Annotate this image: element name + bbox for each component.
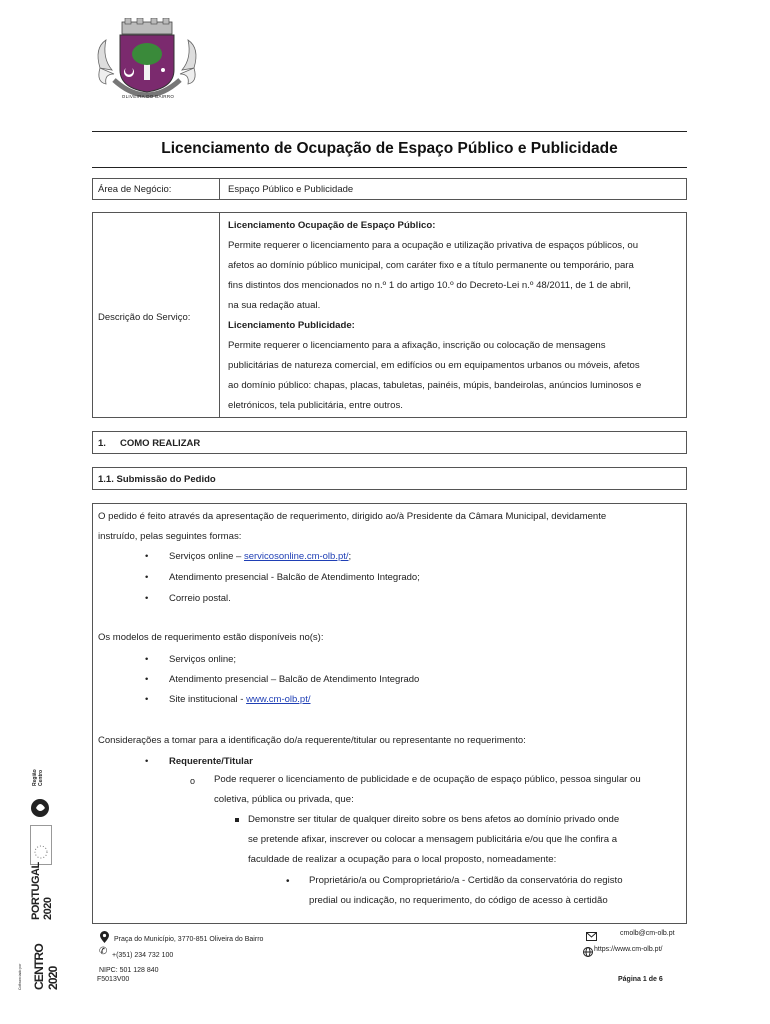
square-bullet-icon [235,818,239,822]
footer-rule [92,923,687,924]
phone-icon: ✆ [99,946,108,957]
footer-address: Praça do Município, 3770-851 Oliveira do Bairro [114,936,264,943]
titular-line: Demonstre ser titular de qualquer direito sobre os bens afetos ao domínio privado onde [248,814,620,825]
descricao-line: afetos ao domínio público municipal, com caráter fixo e a título permanente ou temporário, para [228,260,634,271]
titular-text [248,810,683,870]
footer-code: F5013V00 [97,976,130,983]
servicos-online-link[interactable]: servicosonline.cm-olb.pt/ [243,551,349,562]
centro-2020-logo [30,930,60,990]
cofinanciado-text: Cofinanciado por [18,963,22,990]
regiao-centro-text: Região Centro [32,769,44,786]
modelo-presencial: Atendimento presencial – Balcão de Atendimento Integrado [169,674,420,685]
title-rule-top [92,131,687,132]
descricao-content [228,216,681,416]
descricao-table [92,212,687,418]
descricao-line: Permite requerer o licenciamento para a afixação, inscrição ou colocação de mensagens [228,340,606,351]
footer-nipc: NIPC: 501 128 840 [99,967,159,974]
list-item [145,756,253,767]
page-number: Página 1 de 6 [618,976,663,983]
titular-line: faculdade de realizar a ocupação para o local proposto, nomeadamente: [248,854,557,865]
footer-site[interactable]: https://www.cm-olb.pt/ [594,946,663,953]
bullet-icon: • [145,756,149,767]
list-item [145,674,420,685]
forma-correio: Correio postal. [169,593,231,604]
descricao-line: ao domínio público: chapas, placas, tabuletas, painéis, múpis, bandeirolas, anúncios luminosos e [228,380,642,391]
descricao-line: na sua redação atual. [228,300,321,311]
descricao-line: eletrónicos, tela publicitária, entre outros. [228,400,403,411]
list-item [145,551,352,562]
titular-line: se pretende afixar, inscrever ou colocar a mensagem publicitária e/ou que lhe confira a [248,834,618,845]
forma-online-prefix: Serviços online – [169,551,244,562]
area-divider [219,179,220,199]
consideracoes-text: Considerações a tomar para a identificação do/a requerente/titular ou representante no requerimento: [98,735,526,746]
bullet-icon: • [286,876,290,887]
eu-flag-icon [30,825,52,865]
area-table [92,178,687,200]
title-rule-bottom [92,167,687,168]
descricao-line: publicitárias de natureza comercial, em edifícios ou em equipamentos urbanos ou móveis, afetos [228,360,640,371]
descricao-line: Permite requerer o licenciamento para a ocupação e utilização privativa de espaços públicos, ou [228,240,639,251]
bullet-icon: • [145,572,149,583]
portugal-2020-text: PORTUGAL 2020 [30,862,54,920]
bullet-icon: • [145,694,149,705]
proprietario-line: predial ou indicação, no requerimento, do código de acesso à certidão [309,895,608,906]
section-1-1-title: 1.1. Submissão do Pedido [98,474,216,485]
section-1-number: 1. [98,438,106,449]
bullet-icon: • [145,551,149,562]
footer-email[interactable]: cmolb@cm-olb.pt [620,930,675,937]
bullet-icon: • [145,654,149,665]
page-title: Licenciamento de Ocupação de Espaço Público e Publicidade [161,140,618,157]
portugal-2020-logo [28,862,54,920]
descricao-label: Descrição do Serviço: [98,312,191,323]
forma-presencial: Atendimento presencial - Balcão de Atendimento Integrado; [169,572,420,583]
area-label: Área de Negócio: [98,184,172,195]
requerente-title: Requerente/Titular [169,756,253,767]
intro-line-2: instruído, pelas seguintes formas: [98,531,242,542]
forma-online-suffix: ; [348,551,352,562]
circle-bullet-icon: o [190,776,196,786]
list-item [145,654,237,665]
descricao-heading-2: Licenciamento Publicidade: [228,320,355,331]
requerente-text [214,770,683,810]
modelos-intro: Os modelos de requerimento estão disponíveis no(s): [98,632,324,643]
centro-2020-text: CENTRO 2020 [32,944,60,990]
section-1-title: COMO REALIZAR [120,438,201,449]
descricao-heading-1: Licenciamento Ocupação de Espaço Público: [228,220,436,231]
requerente-line: coletiva, pública ou privada, que: [214,794,354,805]
modelo-online: Serviços online; [169,654,237,665]
list-item [145,694,311,705]
area-value: Espaço Público e Publicidade [228,184,354,195]
section-1-1-header [92,467,687,490]
submissao-content [92,503,687,923]
proprietario-text [309,871,683,911]
proprietario-line: Proprietário/a ou Comproprietário/a - Certidão da conservatória do registo [309,875,623,886]
footer-phone: +(351) 234 732 100 [112,952,174,959]
bullet-icon: • [145,593,149,604]
section-1-header [92,431,687,454]
requerente-line: Pode requerer o licenciamento de publicidade e de ocupação de espaço público, pessoa singular ou [214,774,641,785]
list-item [145,593,231,604]
descricao-line: fins distintos dos mencionados no n.º 1 do artigo 10.º do Decreto-Lei n.º 48/2011, de 1 de abril, [228,280,631,291]
municipal-logo [92,18,202,108]
bullet-icon: • [145,674,149,685]
logo-text: OLIVEIRA DO BAIRRO [121,94,175,99]
intro-line-1: O pedido é feito através da apresentação de requerimento, dirigido ao/à Presidente da Câmara Municipal, devidamente [98,511,607,522]
modelo-site-prefix: Site institucional - [169,694,247,705]
site-institucional-link[interactable]: www.cm-olb.pt/ [246,694,311,705]
globe-icon [583,944,593,962]
list-item [145,572,420,583]
regiao-centro-logo [28,768,54,820]
descricao-divider [219,213,220,417]
